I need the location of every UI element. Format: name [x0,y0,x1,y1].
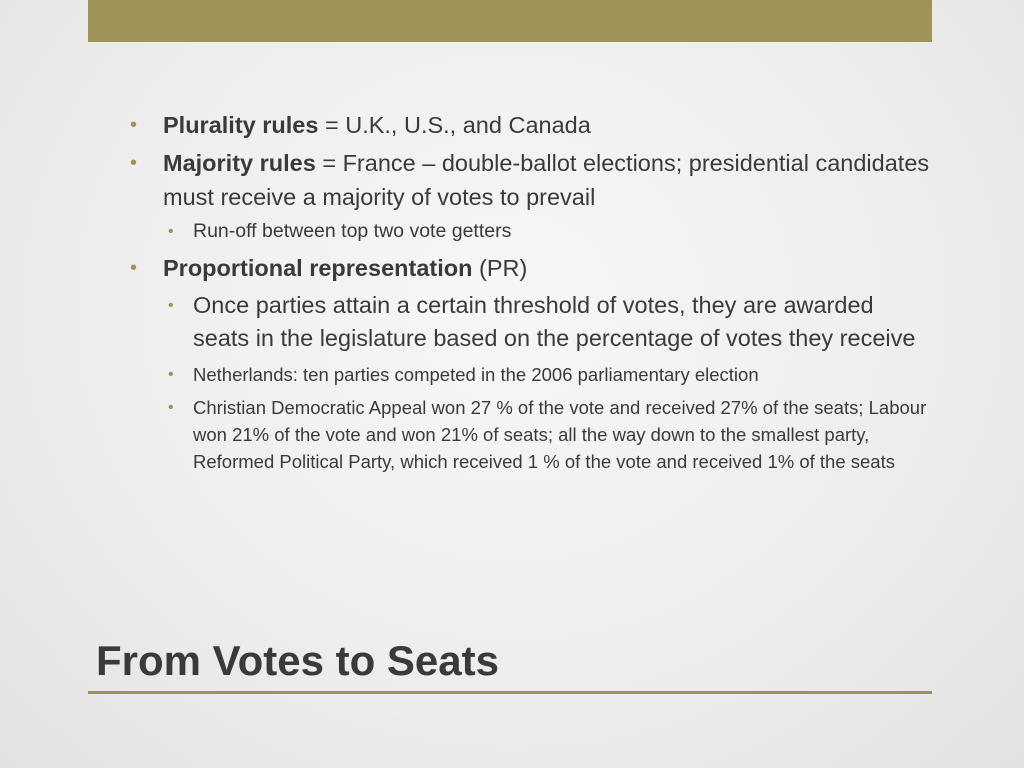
sub-bullet-christian-democratic-appeal [130,394,930,475]
bullet-dot-icon: • [168,399,174,416]
sub-bullet-runoff [130,218,930,245]
sub-bullet-text: Run-off between top two vote getters [193,220,512,242]
slide-title: From Votes to Seats [96,637,499,684]
bullet-dot-icon: • [130,257,138,279]
bullet-term: Plurality rules [163,112,319,138]
sub-bullet-text: Christian Democratic Appeal won 27 % of the vote and received 27% of the seats; Labour won 21% of the vote and won 21% of seats; all the way down to the smallest party, Reformed Political Party, which received 1 % of the vote and received 1% of the seats [193,397,927,472]
bullet-proportional-representation [130,251,930,285]
slide-content [130,108,930,481]
sub-bullet-threshold [130,289,930,355]
bullet-majority [130,146,930,214]
bullet-dot-icon: • [168,223,174,240]
bullet-dot-icon: • [168,297,174,314]
sub-bullet-text: Once parties attain a certain threshold of votes, they are awarded seats in the legislature based on the percentage of votes they receive [193,292,916,351]
title-underline-rule [88,691,932,694]
sub-bullet-text: Netherlands: ten parties competed in the 2006 parliamentary election [193,364,759,385]
bullet-term: Majority rules [163,150,316,176]
bullet-text: = France – double-ballot elections; presidential candidates must receive a majority of votes to prevail [163,150,930,210]
bullet-plurality [130,108,930,142]
bullet-term: Proportional representation [163,255,473,281]
top-accent-bar [88,0,932,42]
sub-bullet-netherlands [130,361,930,388]
bullet-text: = U.K., U.S., and Canada [318,112,591,138]
bullet-dot-icon: • [130,152,138,174]
bullet-dot-icon: • [130,114,138,136]
bullet-text: (PR) [472,255,528,281]
bullet-dot-icon: • [168,366,174,383]
